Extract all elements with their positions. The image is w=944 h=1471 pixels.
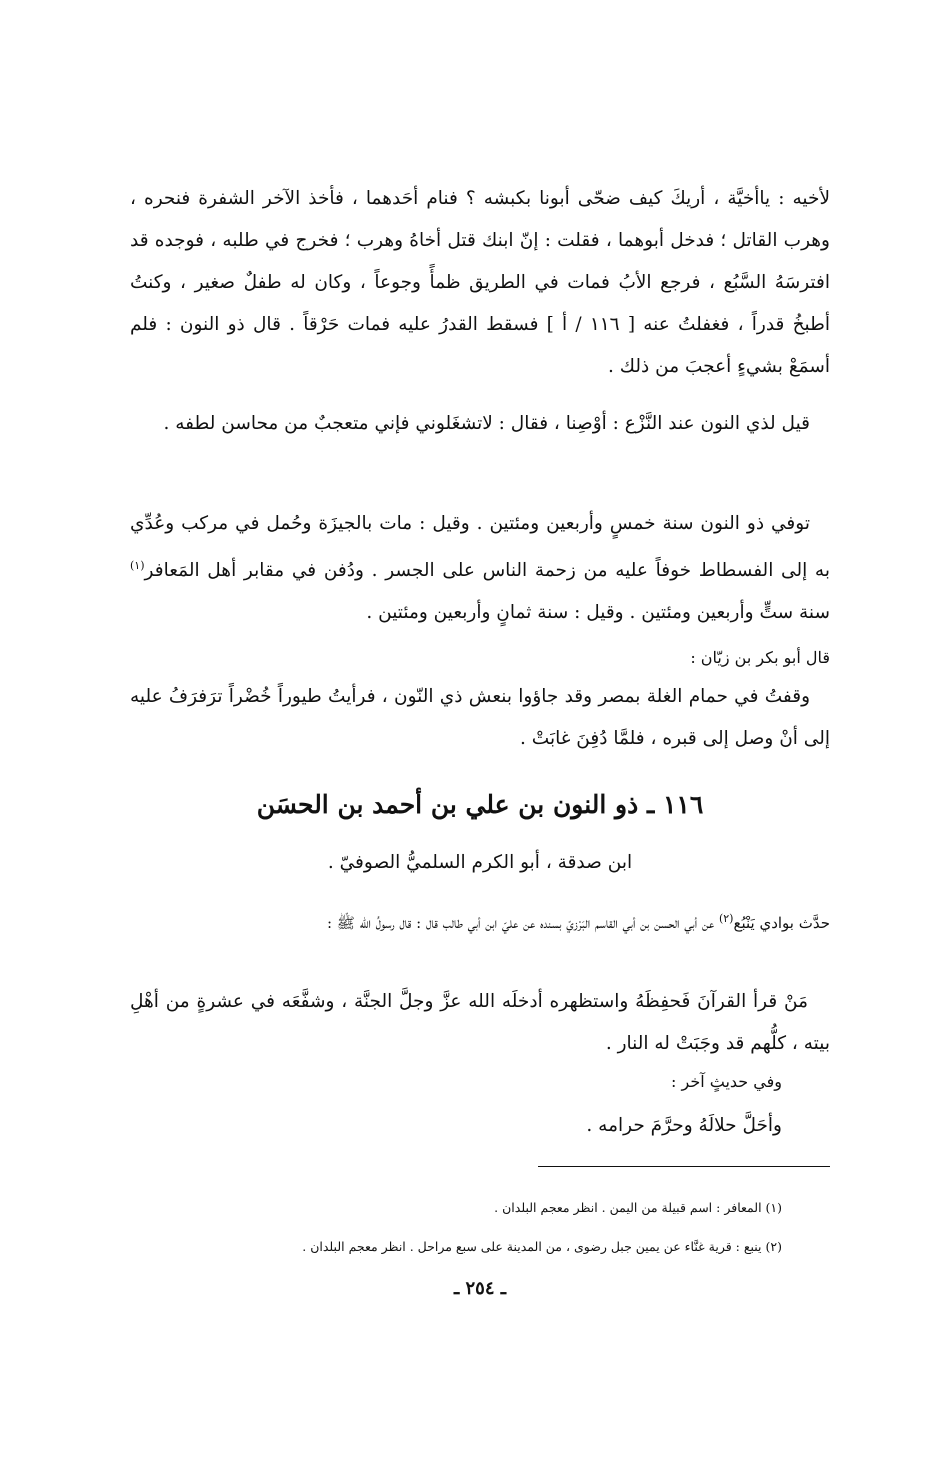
isnad-text: حدَّث بوادي يَنْبُع (733, 914, 830, 932)
footnote-divider (538, 1166, 830, 1167)
isnad-chain (130, 906, 830, 936)
entry-heading: ١١٦ ـ ذو النون بن علي بن أحمد بن الحسَن (256, 790, 704, 819)
paragraph-last-words: قيل لذي النون عند النَّزْع : أوْصِنا ، فقال : لاتشغَلوني فإني متعجبٌ من محاسن لطفه . (163, 413, 810, 434)
death-date-text-continued: سنة ستٍّ وأربعين ومئتين . وقيل : سنة ثمانٍ وأربعين ومئتين . (366, 602, 830, 624)
footnote-1: (١) المعافر : اسم قبيلة من اليمن . انظر معجم البلدان . (494, 1200, 782, 1215)
paragraph-brother-story: لأخيه : ياأخيَّة ، أريكَ كيف ضحّى أبونا بكبشه ؟ فنام أحَدهما ، فأخذ الآخر الشفرة فنحره ، وهرب القاتل ؛ فدخل أبوهما ، فقلت : إنّ ابنك قتل أخاهُ وهرب ؛ فخرج في طلبه ، فوجده قد افترسَهُ السَّبُع ، فرجع الأبُ فمات في الطريق ظمأً وجوعاً ، وكان له طفلٌ صغير ، وكنتُ أطبخُ قدراً ، فغفلتُ عنه [ ١١٦ / أ ] فسقط القدرُ عليه فمات حَرْقاً . قال ذو النون : فلم أسمَعْ بشيءٍ أعجبَ من ذلك . (130, 188, 830, 377)
death-date-text: توفي ذو النون سنة خمسٍ وأربعين ومئتين . وقيل : مات بالجيزَة وحُمل في مركب وعُدِّي به إلى الفسطاط خوفاً عليه من زحمة الناس على الجسر . ودُفن في مقابر أهل المَعافر (130, 513, 830, 582)
other-hadith-label: وفي حديثٍ آخر : (671, 1072, 782, 1091)
entry-subtitle: ابن صدقة ، أبو الكرم السلميُّ الصوفيّ . (327, 852, 633, 873)
footnote-2: (٢) ينبع : قرية غنَّاء عن يمين جبل رضوى ، من المدينة على سبع مراحل . انظر معجم البلدان . (302, 1239, 782, 1254)
page-number: ـ ٢٥٤ ـ (453, 1278, 507, 1299)
paragraph-death-date (130, 503, 830, 634)
narrator-line: قال أبو بكر بن زيّان : (690, 648, 830, 667)
other-hadith-text: وأحَلَّ حلالَهُ وحرَّمَ حرامه . (586, 1115, 782, 1136)
paragraph-green-birds: وقفتُ في حمام الغلة بمصر وقد جاؤوا بنعش ذي النّون ، فرأيتُ طيوراً خُضْراً ترَفرَفُ عليه إلى أنْ وصل إلى قبره ، فلمَّا دُفِنَ غابَتْ . (130, 686, 830, 749)
hadith-text: مَنْ قرأ القرآنَ فَحفِظَهُ واستظهره أدخلَه الله عزَّ وجلَّ الجنَّة ، وشفَّعَه في عشرةٍ من أهْلِ بيته ، كلُّهم قد وجَبَتْ له النار . (130, 991, 830, 1054)
footnote-ref-1: (١) (130, 559, 145, 572)
isnad-text-continued: عن أبي الحسن بن أبي القاسم البَرْزيّ بسنده عن عليّ ابن أبي طالب قال : قال رسولُ الله ﷺ : (326, 914, 719, 932)
footnote-ref-2: (٢) (718, 912, 734, 925)
